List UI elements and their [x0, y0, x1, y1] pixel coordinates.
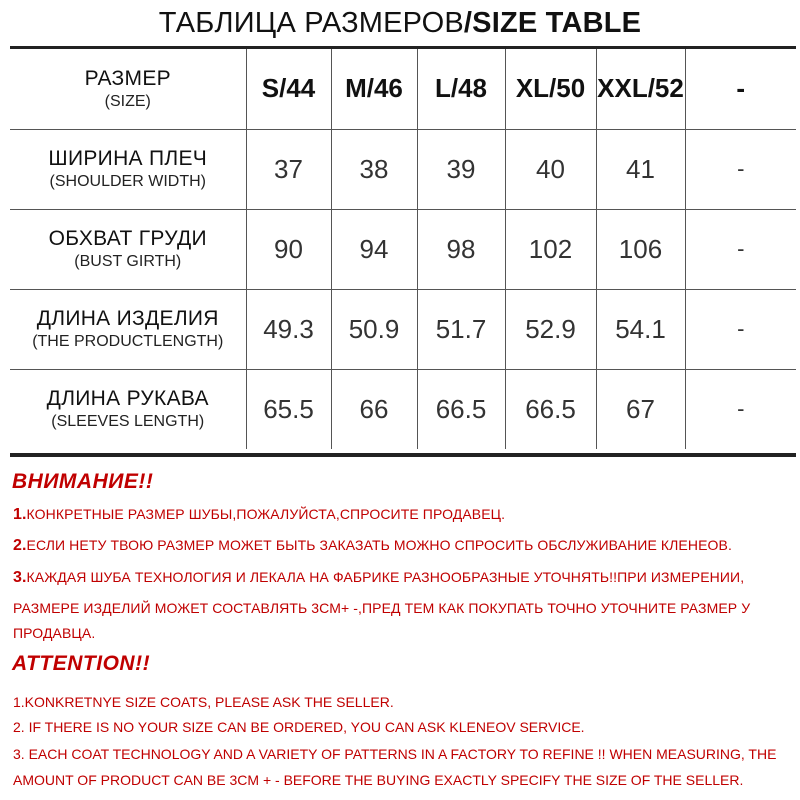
value-cell: 37	[246, 129, 331, 209]
value-cell: 39	[417, 129, 505, 209]
row-label-ru: ОБХВАТ ГРУДИ	[48, 227, 207, 250]
title-ru: ТАБЛИЦА РАЗМЕРОВ	[158, 7, 464, 39]
row-label-cell	[10, 209, 246, 289]
page-title	[0, 0, 800, 46]
row-label-ru: ДЛИНА РУКАВА	[46, 387, 209, 411]
value-cell: 106	[596, 209, 685, 289]
value-cell: 65.5	[246, 369, 331, 449]
notice-ru-item	[13, 537, 732, 555]
notice-ru-item-continuation: РАЗМЕРЕ ИЗДЕЛИЙ МОЖЕТ СОСТАВЛЯТЬ 3СМ+ -,ПРЕД ТЕМ КАК ПОКУПАТЬ ТОЧНО УТОЧНИТЕ РАЗМЕР У	[13, 600, 751, 616]
table-header-row	[10, 49, 796, 129]
value-cell: -	[737, 396, 745, 422]
size-header-cell: XL/50	[505, 49, 596, 129]
row-label-cell	[10, 289, 246, 369]
title-separator: /	[463, 7, 473, 39]
notice-en-line: 3. EACH COAT TECHNOLOGY AND A VARIETY OF PATTERNS IN A FACTORY TO REFINE !! WHEN MEASURING, THE	[13, 746, 777, 762]
row-label-en: (BUST GIRTH)	[74, 253, 182, 270]
size-header-cell: S/44	[246, 49, 331, 129]
size-header-cell: L/48	[417, 49, 505, 129]
table-row	[10, 289, 796, 369]
size-header-cell: M/46	[331, 49, 417, 129]
notice-ru-title: ВНИМАНИЕ!!	[12, 470, 154, 493]
header-label-en: (SIZE)	[104, 92, 151, 110]
value-cell: 66	[331, 369, 417, 449]
value-cell: 94	[331, 209, 417, 289]
value-cell: -	[685, 289, 796, 369]
notice-en-title: ATTENTION!!	[12, 652, 151, 675]
table-divider	[10, 453, 796, 457]
notice-ru-item-text: КОНКРЕТНЫЕ РАЗМЕР ШУБЫ,ПОЖАЛУЙСТА,СПРОСИТЕ ПРОДАВЕЦ.	[26, 506, 506, 522]
value-cell: 40	[505, 129, 596, 209]
value-cell: 50.9	[331, 289, 417, 369]
notice-ru-item-text: ЕСЛИ НЕТУ ТВОЮ РАЗМЕР МОЖЕТ БЫТЬ ЗАКАЗАТЬ МОЖНО СПРОСИТЬ ОБСЛУЖИВАНИЕ КЛЕНЕОВ.	[26, 537, 732, 553]
size-table	[10, 49, 796, 449]
size-header-cell: -	[685, 49, 796, 129]
notice-ru-item-number: 2.	[13, 537, 27, 554]
value-cell: 66.5	[417, 369, 505, 449]
row-label-ru: ШИРИНА ПЛЕЧ	[48, 147, 208, 170]
notice-ru-item-text: КАЖДАЯ ШУБА ТЕХНОЛОГИЯ И ЛЕКАЛА НА ФАБРИКЕ РАЗНООБРАЗНЫЕ УТОЧНЯТЬ!!ПРИ ИЗМЕРЕНИИ,	[26, 569, 745, 585]
notice-ru-item-number: 3.	[13, 569, 27, 586]
value-cell: 49.3	[246, 289, 331, 369]
row-label-ru: ДЛИНА ИЗДЕЛИЯ	[36, 307, 219, 330]
notice-ru-item	[13, 506, 505, 524]
table-row	[10, 209, 796, 289]
row-label-en: (SHOULDER WIDTH)	[49, 173, 206, 190]
table-row	[10, 369, 796, 449]
row-label-cell	[10, 369, 246, 449]
value-cell: 41	[596, 129, 685, 209]
value-cell: 90	[246, 209, 331, 289]
notice-ru-item-number: 1.	[13, 506, 27, 523]
value-cell: 54.1	[596, 289, 685, 369]
value-cell: -	[685, 129, 796, 209]
table-row	[10, 129, 796, 209]
value-cell: 52.9	[505, 289, 596, 369]
title-en: SIZE TABLE	[472, 7, 642, 39]
value-cell: 98	[417, 209, 505, 289]
notice-en-line: AMOUNT OF PRODUCT CAN BE 3CM + - BEFORE THE BUYING EXACTLY SPECIFY THE SIZE OF THE SELLER.	[13, 772, 744, 788]
value-cell: 66.5	[505, 369, 596, 449]
value-cell: 67	[596, 369, 685, 449]
notice-en-line: 1.KONKRETNYE SIZE COATS, PLEASE ASK THE SELLER.	[13, 694, 394, 710]
row-label-en: (THE PRODUCTLENGTH)	[32, 333, 224, 350]
value-cell: 38	[331, 129, 417, 209]
header-label-cell	[10, 49, 246, 129]
size-header-cell: XXL/52	[596, 49, 685, 129]
header-label-ru: РАЗМЕР	[84, 66, 171, 90]
row-label-en: (SLEEVES LENGTH)	[51, 413, 205, 431]
value-cell: 102	[505, 209, 596, 289]
value-cell: 51.7	[417, 289, 505, 369]
row-label-cell	[10, 129, 246, 209]
notice-ru-item	[13, 569, 744, 587]
notice-ru-item-continuation: ПРОДАВЦА.	[13, 625, 96, 641]
notice-en-line: 2. IF THERE IS NO YOUR SIZE CAN BE ORDERED, YOU CAN ASK KLENEOV SERVICE.	[13, 719, 585, 735]
value-cell: -	[685, 209, 796, 289]
